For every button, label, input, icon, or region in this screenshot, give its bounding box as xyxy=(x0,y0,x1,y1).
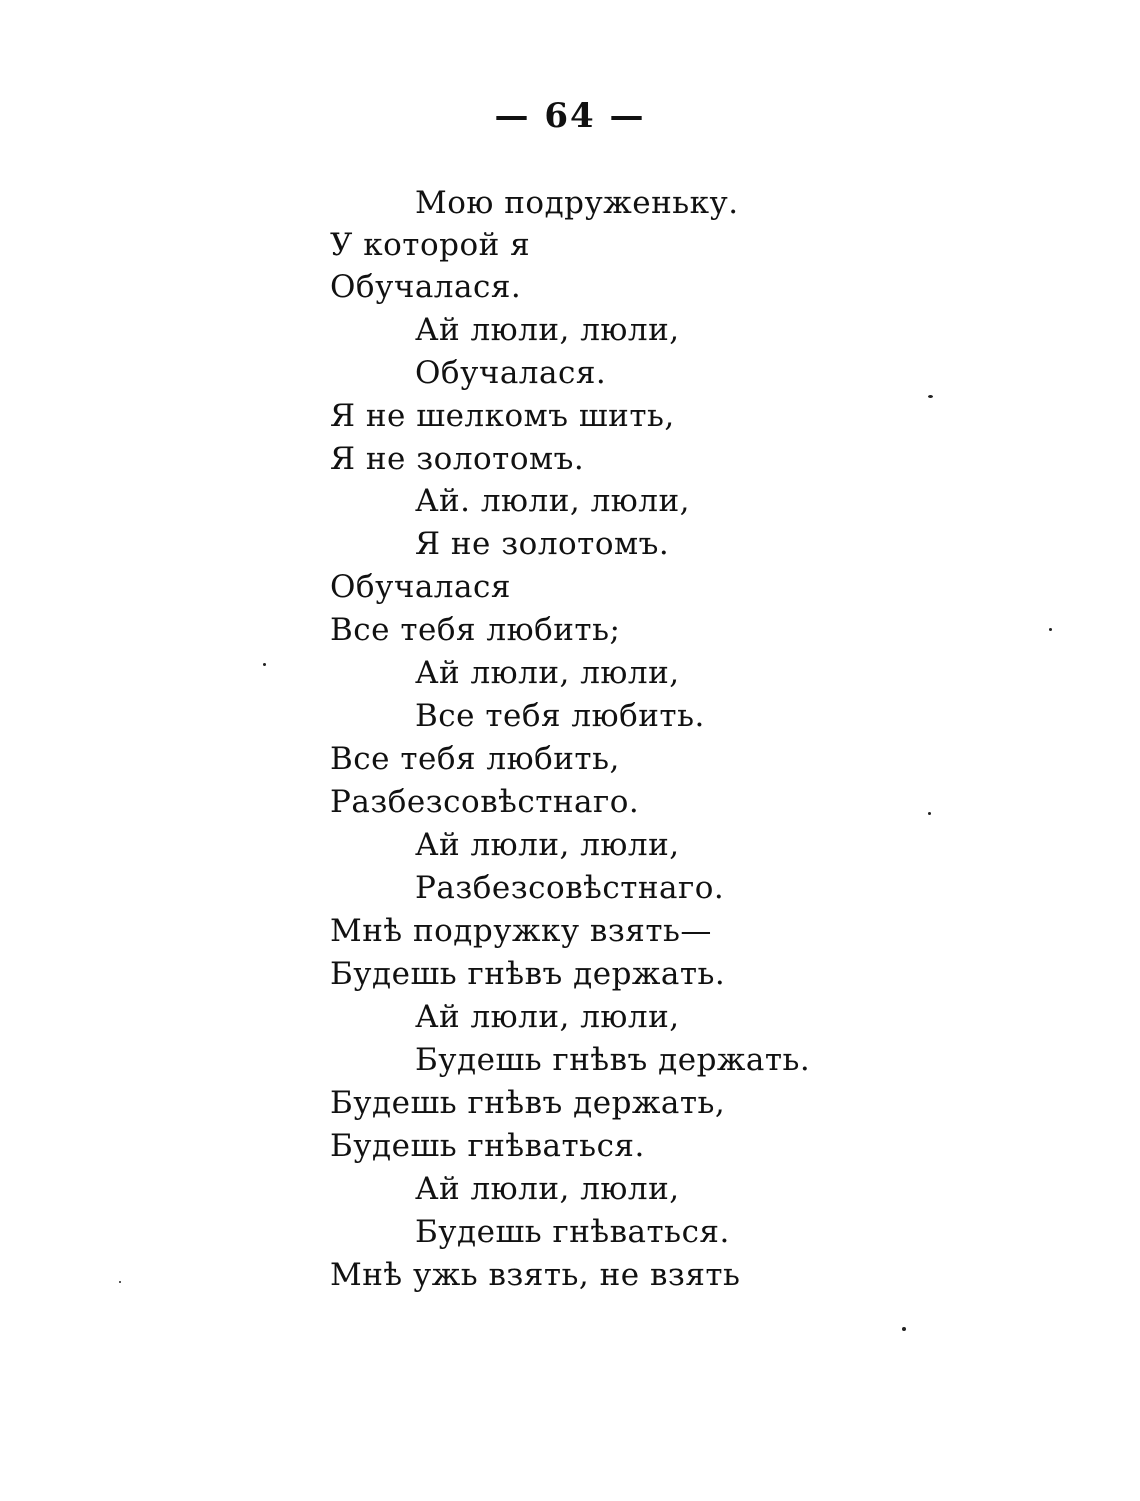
poem-line: Все тебя любить; xyxy=(330,612,621,648)
page-number: — 64 — xyxy=(494,96,646,136)
poem-line: Мнѣ ужь взять, не взять xyxy=(330,1257,741,1293)
poem-line: Разбезсовѣстнаго. xyxy=(330,784,640,820)
poem-line: Будешь гнѣваться. xyxy=(415,1214,730,1250)
poem-line: Ай люли, люли, xyxy=(415,827,680,863)
poem-line: Ай люли, люли, xyxy=(415,999,680,1035)
poem-line: Я не золотомъ. xyxy=(330,441,585,477)
poem-line: Разбезсовѣстнаго. xyxy=(415,870,725,906)
poem-line: Будешь гнѣваться. xyxy=(330,1128,645,1164)
scan-speck xyxy=(928,395,933,398)
poem-line: Все тебя любить. xyxy=(415,698,705,734)
scan-speck xyxy=(119,1281,121,1283)
poem-line: Мою подруженьку. xyxy=(415,185,739,221)
scan-speck xyxy=(928,812,931,815)
poem-line: Будешь гнѣвъ держать. xyxy=(330,956,726,992)
poem-line: Я не золотомъ. xyxy=(415,526,670,562)
poem-line: Ай люли, люли, xyxy=(415,655,680,691)
poem-line: Обучалася xyxy=(330,569,511,605)
poem-line: Будешь гнѣвъ держать. xyxy=(415,1042,811,1078)
poem-line: Ай. люли, люли, xyxy=(415,483,690,519)
poem-line: Все тебя любить, xyxy=(330,741,620,777)
poem-line: Ай люли, люли, xyxy=(415,1171,680,1207)
poem-line: Я не шелкомъ шить, xyxy=(330,398,675,434)
poem-line: Обучалася. xyxy=(415,355,607,391)
scan-speck xyxy=(1049,628,1052,631)
scan-speck xyxy=(263,663,266,666)
poem-line: У которой я xyxy=(330,227,531,263)
poem-line: Обучалася. xyxy=(330,269,522,305)
poem-line: Будешь гнѣвъ держать, xyxy=(330,1085,726,1121)
poem-line: Ай люли, люли, xyxy=(415,312,680,348)
scan-speck xyxy=(902,1327,906,1331)
poem-line: Мнѣ подружку взять— xyxy=(330,913,712,949)
